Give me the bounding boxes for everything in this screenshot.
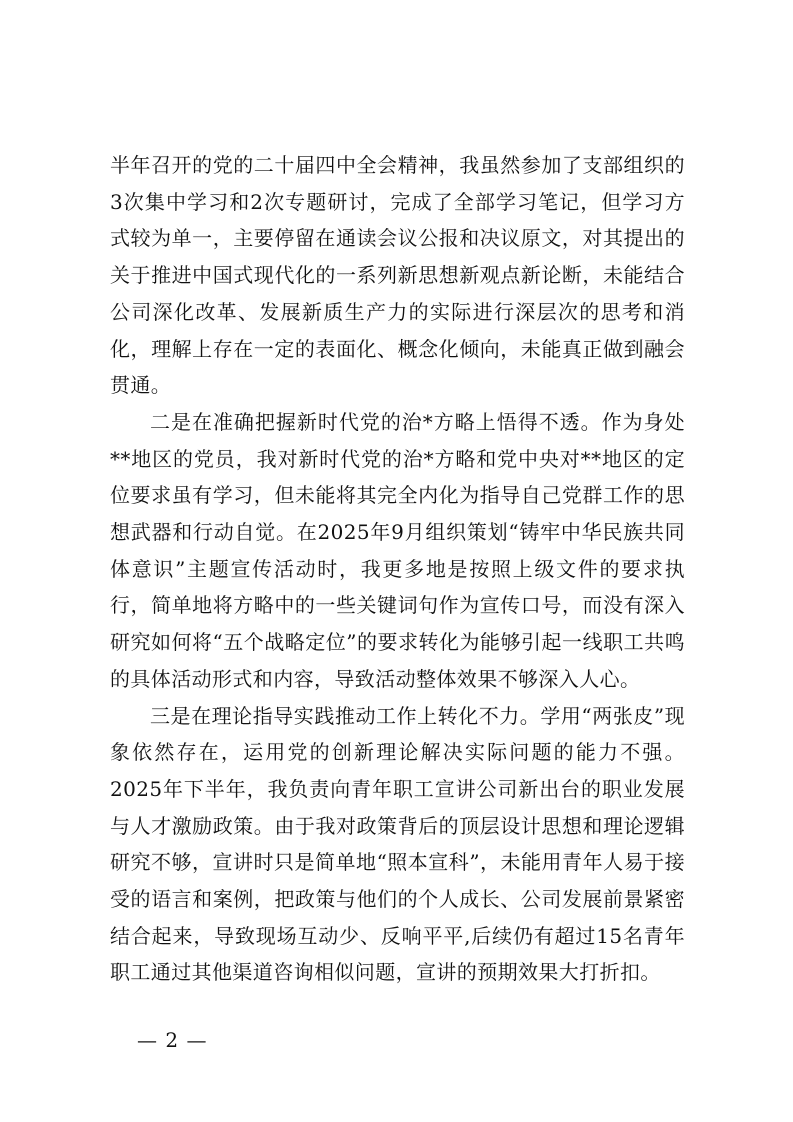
paragraph-point-three: 三是在理论指导实践推动工作上转化不力。学用“两张皮”现象依然存在，运用党的创新理论解决实际问题的能力不强。2025年下半年，我负责向青年职工宣讲公司新出台的职业发展与人才激励政策。由于我对政策背后的顶层设计思想和理论逻辑研究不够，宣讲时只是简单地“照本宣科”，未能用青年人易于接受的语言和案例，把政策与他们的个人成长、公司发展前景紧密结合起来，导致现场互动少、反响平平,后续仍有超过15名青年职工通过其他渠道咨询相似问题，宣讲的预期效果大打折扣。: [110, 703, 685, 985]
page-number: — 2 —: [137, 1028, 208, 1052]
paragraph-continued: 半年召开的党的二十届四中全会精神，我虽然参加了支部组织的3次集中学习和2次专题研讨，完成了全部学习笔记，但学习方式较为单一，主要停留在通读会议公报和决议原文，对其提出的关于推进中国式现代化的一系列新思想新观点新论断，未能结合公司深化改革、发展新质生产力的实际进行深层次的思考和消化，理解上存在一定的表面化、概念化倾向，未能真正做到融会贯通。: [110, 153, 685, 398]
paragraph-point-two: 二是在准确把握新时代党的治*方略上悟得不透。作为身处**地区的党员，我对新时代党的治*方略和党中央对**地区的定位要求虽有学习，但未能将其完全内化为指导自己党群工作的思想武器和行动自觉。在2025年9月组织策划“铸牢中华民族共同体意识”主题宣传活动时，我更多地是按照上级文件的要求执行，简单地将方略中的一些关键词句作为宣传口号，而没有深入研究如何将“五个战略定位”的要求转化为能够引起一线职工共鸣的具体活动形式和内容，导致活动整体效果不够深入人心。: [110, 409, 685, 691]
document-body: [110, 147, 685, 991]
